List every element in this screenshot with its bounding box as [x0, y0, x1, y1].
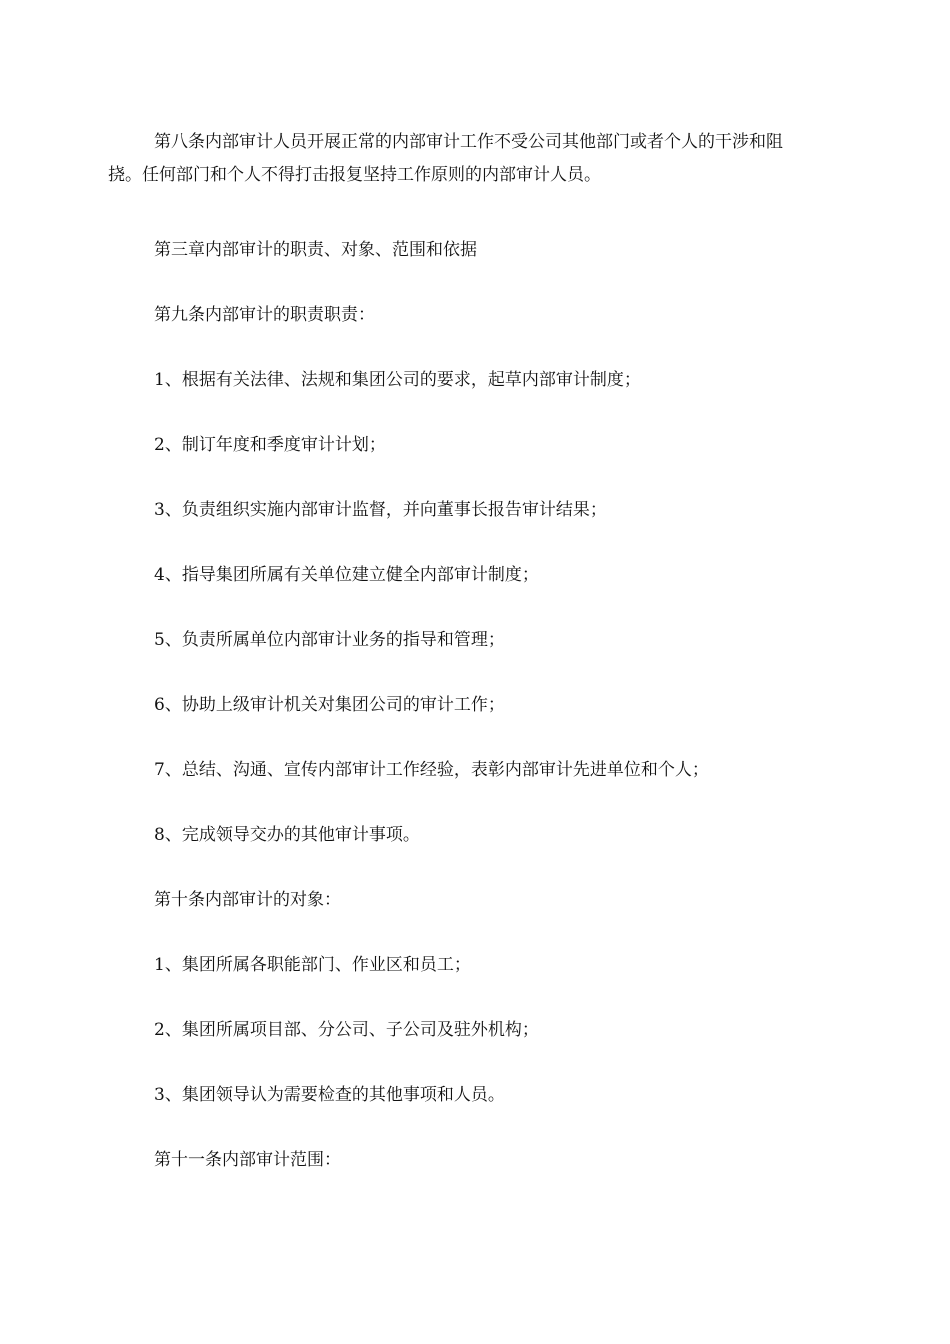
list-item: 7、总结、沟通、宣传内部审计工作经验，表彰内部审计先进单位和个人； — [154, 760, 709, 780]
list-item: 6、协助上级审计机关对集团公司的审计工作； — [154, 695, 505, 715]
paragraph-article-11: 第十一条内部审计范围： — [154, 1150, 341, 1170]
paragraph-article-10: 第十条内部审计的对象： — [154, 890, 341, 910]
list-item: 8、完成领导交办的其他审计事项。 — [154, 825, 420, 845]
paragraph-article-8: 第八条内部审计人员开展正常的内部审计工作不受公司其他部门或者个人的干涉和阻挠。任何部门和个人不得打击报复坚持工作原则的内部审计人员。 — [108, 132, 783, 185]
list-item: 2、集团所属项目部、分公司、子公司及驻外机构； — [154, 1020, 539, 1040]
list-item: 2、制订年度和季度审计计划； — [154, 435, 386, 455]
list-item: 1、集团所属各职能部门、作业区和员工； — [154, 955, 471, 975]
paragraph-article-9: 第九条内部审计的职责职责： — [154, 305, 375, 325]
list-item: 4、指导集团所属有关单位建立健全内部审计制度； — [154, 565, 539, 585]
list-item: 3、集团领导认为需要检查的其他事项和人员。 — [154, 1085, 505, 1105]
list-item: 5、负责所属单位内部审计业务的指导和管理； — [154, 630, 505, 650]
list-item: 3、负责组织实施内部审计监督，并向董事长报告审计结果； — [154, 500, 607, 520]
list-item: 1、根据有关法律、法规和集团公司的要求，起草内部审计制度； — [154, 370, 641, 390]
chapter-3-heading: 第三章内部审计的职责、对象、范围和依据 — [154, 240, 477, 260]
